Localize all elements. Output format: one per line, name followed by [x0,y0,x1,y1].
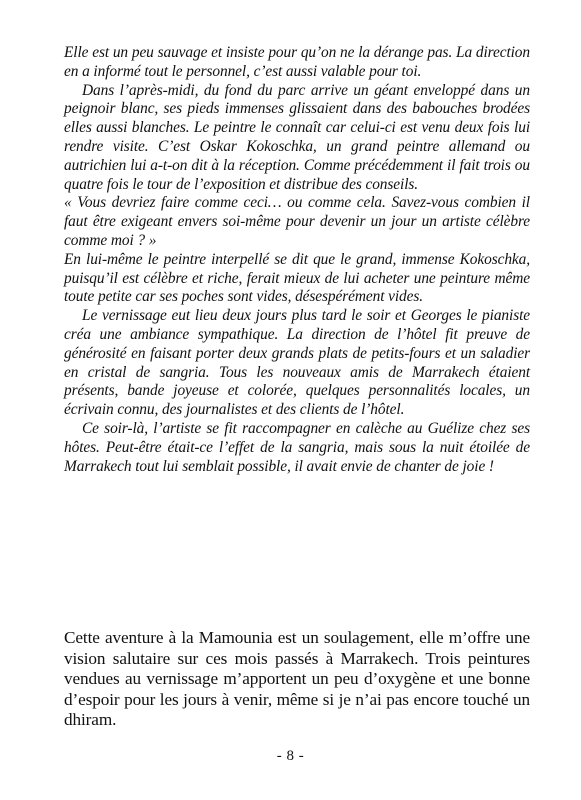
paragraph-painter-thoughts: En lui-même le peintre interpellé se dit que le grand, immense Kokoschka, puisqu’il est célèbre et riche, ferait mieux de lui acheter une peinture même toute petite car ses poches sont vides, désespérément vides. [64,250,530,306]
italic-excerpt [64,44,530,476]
paragraph-vernissage: Le vernissage eut lieu deux jours plus tard le soir et Georges le pianiste créa une ambiance sympathique. La direction de l’hôtel fit preuve de générosité en faisant porter deux grands plats de petits-fours et un saladier en cristal de sangria. Tous les nouveaux amis de Marrakech étaient présents, bande joyeuse et colorée, quelques personnalités locales, un écrivain connu, des journalistes et des clients de l’hôtel. [64,307,530,419]
paragraph-evening-return: Ce soir-là, l’artiste se fit raccompagner en calèche au Guélize chez ses hôtes. Peut-être était-ce l’effet de la sangria, mais sous la nuit étoilée de Marrakech tout lui semblait possible, il avait envie de chanter de joie ! [64,419,530,475]
paragraph-mamounia-relief: Cette aventure à la Mamounia est un soulagement, elle m’offre une vision salutaire sur ces mois passés à Marrakech. Trois peintures vendues au vernissage m’apportent un peu d’oxygène et une bonne d’espoir pour les jours à venir, même si je n’ai pas encore touché un dhiram. [64,628,530,730]
narrator-text [64,628,530,731]
paragraph-staff-instruction: Elle est un peu sauvage et insiste pour qu’on ne la dérange pas. La direction en a informé tout le personnel, c’est aussi valable pour toi. [64,44,530,80]
paragraph-kokoschka-quote: « Vous devriez faire comme ceci… ou comme cela. Savez-vous combien il faut être exigeant envers soi-même pour devenir un jour un artiste célèbre comme moi ? » [64,194,530,249]
page-number: - 8 - [276,748,305,764]
paragraph-kokoschka-arrival: Dans l’après-midi, du fond du parc arrive un géant enveloppé dans un peignoir blanc, ses pieds immenses glissaient dans des babouches brodées elles aussi blanches. Le peintre le connaît car celui-ci est venu deux fois lui rendre visite. C’est Oskar Kokoschka, un grand peintre allemand ou autrichien lui a-t-on dit à la réception. Comme précédemment il fait trois ou quatre fois le tour de l’exposition et distribue des conseils. [64,81,530,193]
